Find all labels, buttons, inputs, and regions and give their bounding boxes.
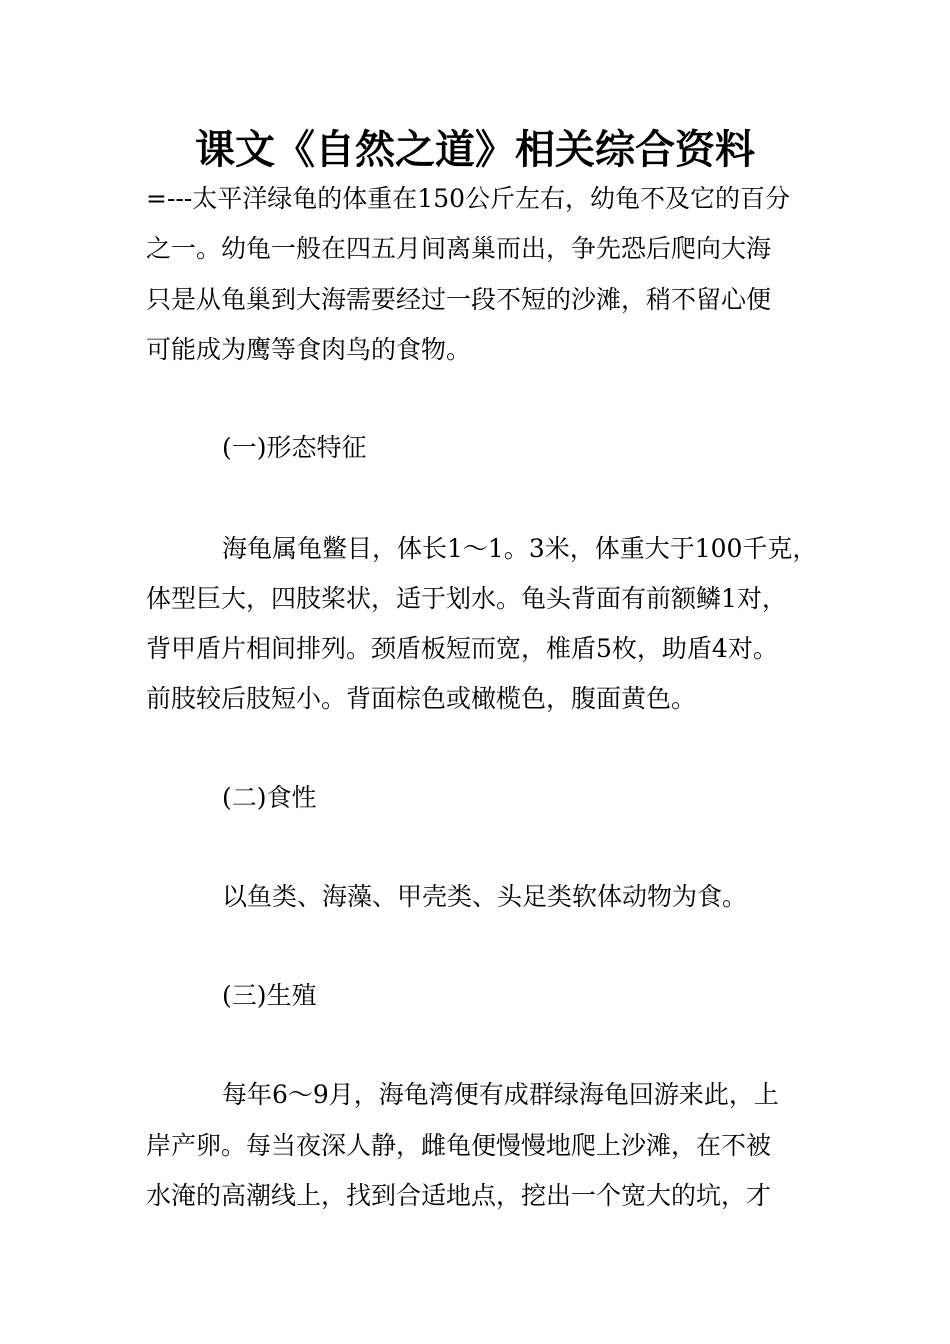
morphology-line-1: 海龟属龟鳖目，体长1～1。3米，体重大于100千克， (222, 534, 818, 563)
intro-line-1: =---太平洋绿龟的体重在150公斤左右，幼龟不及它的百分 (146, 184, 791, 213)
intro-line-2: 之一。幼龟一般在四五月间离巢而出，争先恐后爬向大海 (146, 234, 772, 263)
intro-line-4: 可能成为鹰等食肉鸟的食物。 (146, 335, 472, 364)
reproduction-line-1: 每年6～9月，海龟湾便有成群绿海龟回游来此，上 (222, 1080, 779, 1109)
morphology-line-3: 背甲盾片相间排列。颈盾板短而宽，椎盾5枚，助盾4对。 (146, 634, 778, 663)
intro-line-3: 只是从龟巢到大海需要经过一段不短的沙滩，稍不留心便 (146, 285, 772, 314)
document-title: 课文《自然之道》相关综合资料 (195, 127, 755, 173)
morphology-line-4: 前肢较后肢短小。背面棕色或橄榄色，腹面黄色。 (146, 684, 697, 713)
reproduction-line-3: 水淹的高潮线上，找到合适地点，挖出一个宽大的坑，才 (146, 1181, 772, 1210)
section-heading-reproduction: (三)生殖 (222, 981, 317, 1010)
morphology-line-2: 体型巨大，四肢桨状，适于划水。龟头背面有前额鳞1对， (146, 584, 787, 613)
diet-line-1: 以鱼类、海藻、甲壳类、头足类软体动物为食。 (222, 882, 748, 911)
section-heading-diet: (二)食性 (222, 783, 317, 812)
reproduction-line-2: 岸产卵。每当夜深人静，雌龟便慢慢地爬上沙滩，在不被 (146, 1131, 772, 1160)
section-heading-morphology: (一)形态特征 (222, 433, 367, 462)
